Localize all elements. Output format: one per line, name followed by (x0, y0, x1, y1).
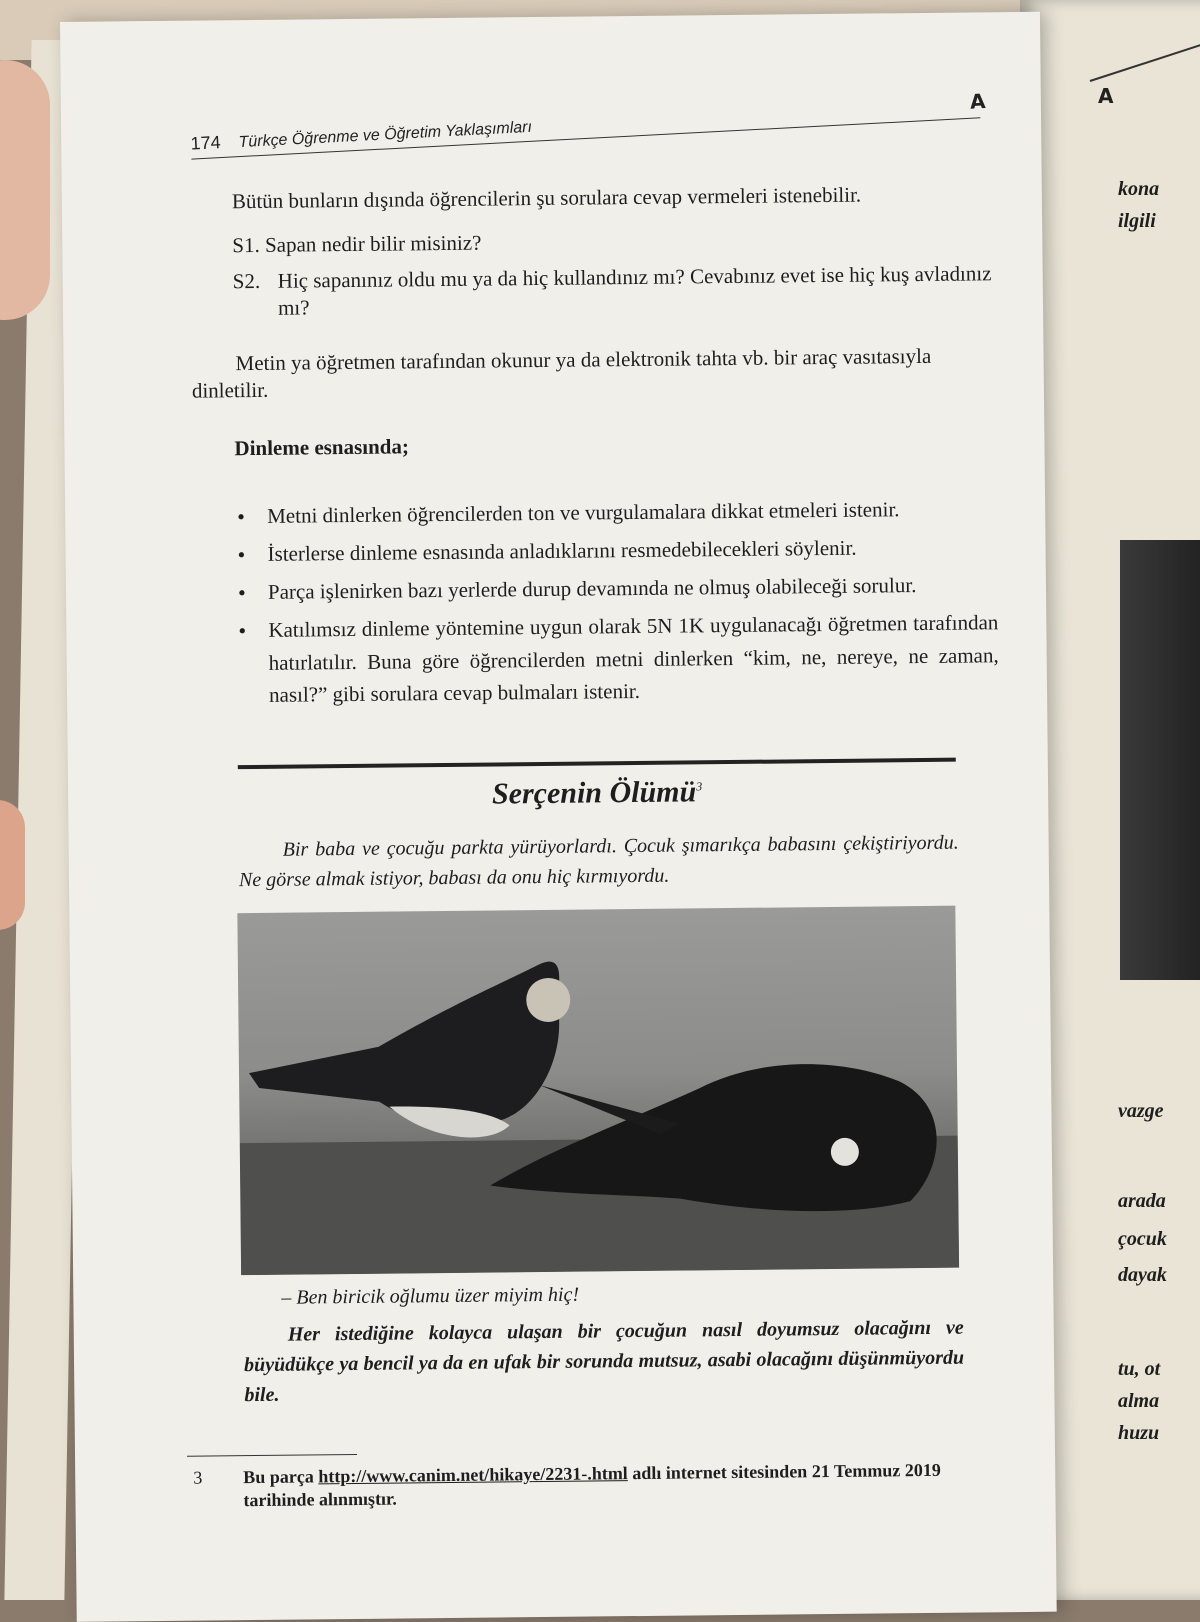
next-page-word: tu, ot (1118, 1358, 1161, 1380)
list-item (237, 530, 997, 572)
book-page (60, 12, 1057, 1622)
next-page-mark: A (1098, 84, 1114, 108)
story-title (238, 773, 956, 815)
section-divider (238, 758, 956, 770)
footnote-prefix: Bu parça (243, 1466, 314, 1488)
footnote-text (243, 1458, 983, 1513)
footnote-ref: 3 (696, 779, 703, 794)
bullet-dot: • (238, 618, 247, 644)
next-page-word: alma (1118, 1390, 1160, 1412)
living-bird (248, 961, 561, 1129)
page-number: 174 (190, 132, 222, 154)
story-title-text: Serçenin Ölümü (491, 775, 697, 811)
list-item-text: Parça işlenirken bazı yerlerde durup devamında ne olmuş olabileceği sorulur. (267, 573, 917, 605)
story-paragraph-2: Her istediğine kolayca ulaşan bir çocuğun nasıl doyumsuz olacağını ve büyüdükçe ya bencil ya da en ufak bir sorunda mutsuz, asabi olacağını düşünmüyordu bile. (243, 1316, 965, 1407)
question-2 (233, 260, 994, 323)
next-page-word: çocuk (1118, 1228, 1167, 1250)
fallen-bird (489, 1063, 937, 1215)
next-page-word: vazge (1118, 1100, 1164, 1122)
sparrow-photo (237, 906, 959, 1275)
next-page-word: dayak (1118, 1264, 1167, 1286)
bullet-dot: • (237, 580, 246, 606)
listening-heading: Dinleme esnasında; (234, 434, 410, 461)
question-1 (232, 224, 992, 259)
list-item (238, 568, 998, 610)
hand-thumb (0, 60, 50, 320)
next-page-word: arada (1118, 1190, 1166, 1212)
list-item-text: Katılımsız dinleme yöntemine uygun olarak 5N 1K uygulanacağı öğretmen tarafından hatırlatılır. Buna göre öğrencilerden metni dinlerken “kim, ne, nereye, ne zaman, nasıl?” gibi sorulara cevap bulmaları istenir. (268, 610, 999, 708)
running-title: Türkçe Öğrenme ve Öğretim Yaklaşımları (238, 118, 533, 152)
list-item-text: Metni dinlerken öğrencilerden ton ve vurgulamalara dikkat etmeleri istenir. (267, 497, 900, 528)
reading-note: Metin ya öğretmen tarafından okunur ya da elektronik tahta vb. bir araç vasıtasıyla dinletilir. (191, 343, 932, 403)
story-quote: – Ben biricik oğlumu üzer miyim hiç! (281, 1283, 580, 1309)
question-label: S1. (232, 232, 260, 258)
next-page-word: huzu (1118, 1422, 1160, 1444)
next-page-photo (1120, 540, 1200, 980)
footnote-link[interactable]: http://www.canim.net/hikaye/2231-.html (318, 1463, 628, 1487)
footnote-rule (187, 1454, 357, 1457)
list-item-text: İsterlerse dinleme esnasında anladıklarını resmedebilecekleri söylenir. (267, 535, 857, 566)
question-label: S2. (232, 268, 261, 294)
intro-paragraph: Bütün bunların dışında öğrencilerin şu sorulara cevap vermeleri istenebilir. (231, 182, 862, 214)
hand-finger (0, 800, 25, 930)
list-item (238, 606, 999, 712)
next-page-word: kona (1118, 178, 1160, 200)
bullet-dot: • (237, 504, 246, 530)
footnote (193, 1458, 983, 1511)
header-mark-icon: A (969, 89, 987, 114)
footnote-number: 3 (193, 1467, 203, 1488)
question-text: Sapan nedir bilir misiniz? (264, 230, 482, 257)
bullet-list (237, 492, 999, 716)
page-header (189, 77, 987, 159)
birds-illustration (237, 906, 959, 1275)
footnote-suffix: adlı internet sitesinden 21 Temmuz 2019 tarihinde alınmıştır. (243, 1459, 941, 1511)
list-item (237, 492, 997, 534)
next-page-word: ilgili (1118, 210, 1156, 232)
story-paragraph-1: Bir baba ve çocuğu parkta yürüyorlardı. Çocuk şımarıkça babasını çekiştiriyordu. Ne görse almak istiyor, babası da onu hiç kırmıyordu. (238, 831, 959, 892)
next-page-header-rule (1090, 40, 1200, 82)
bullet-dot: • (237, 542, 246, 568)
question-text: Hiç sapanınız oldu mu ya da hiç kullandınız mı? Cevabınız evet ise hiç kuş avladınız mı? (277, 261, 992, 321)
